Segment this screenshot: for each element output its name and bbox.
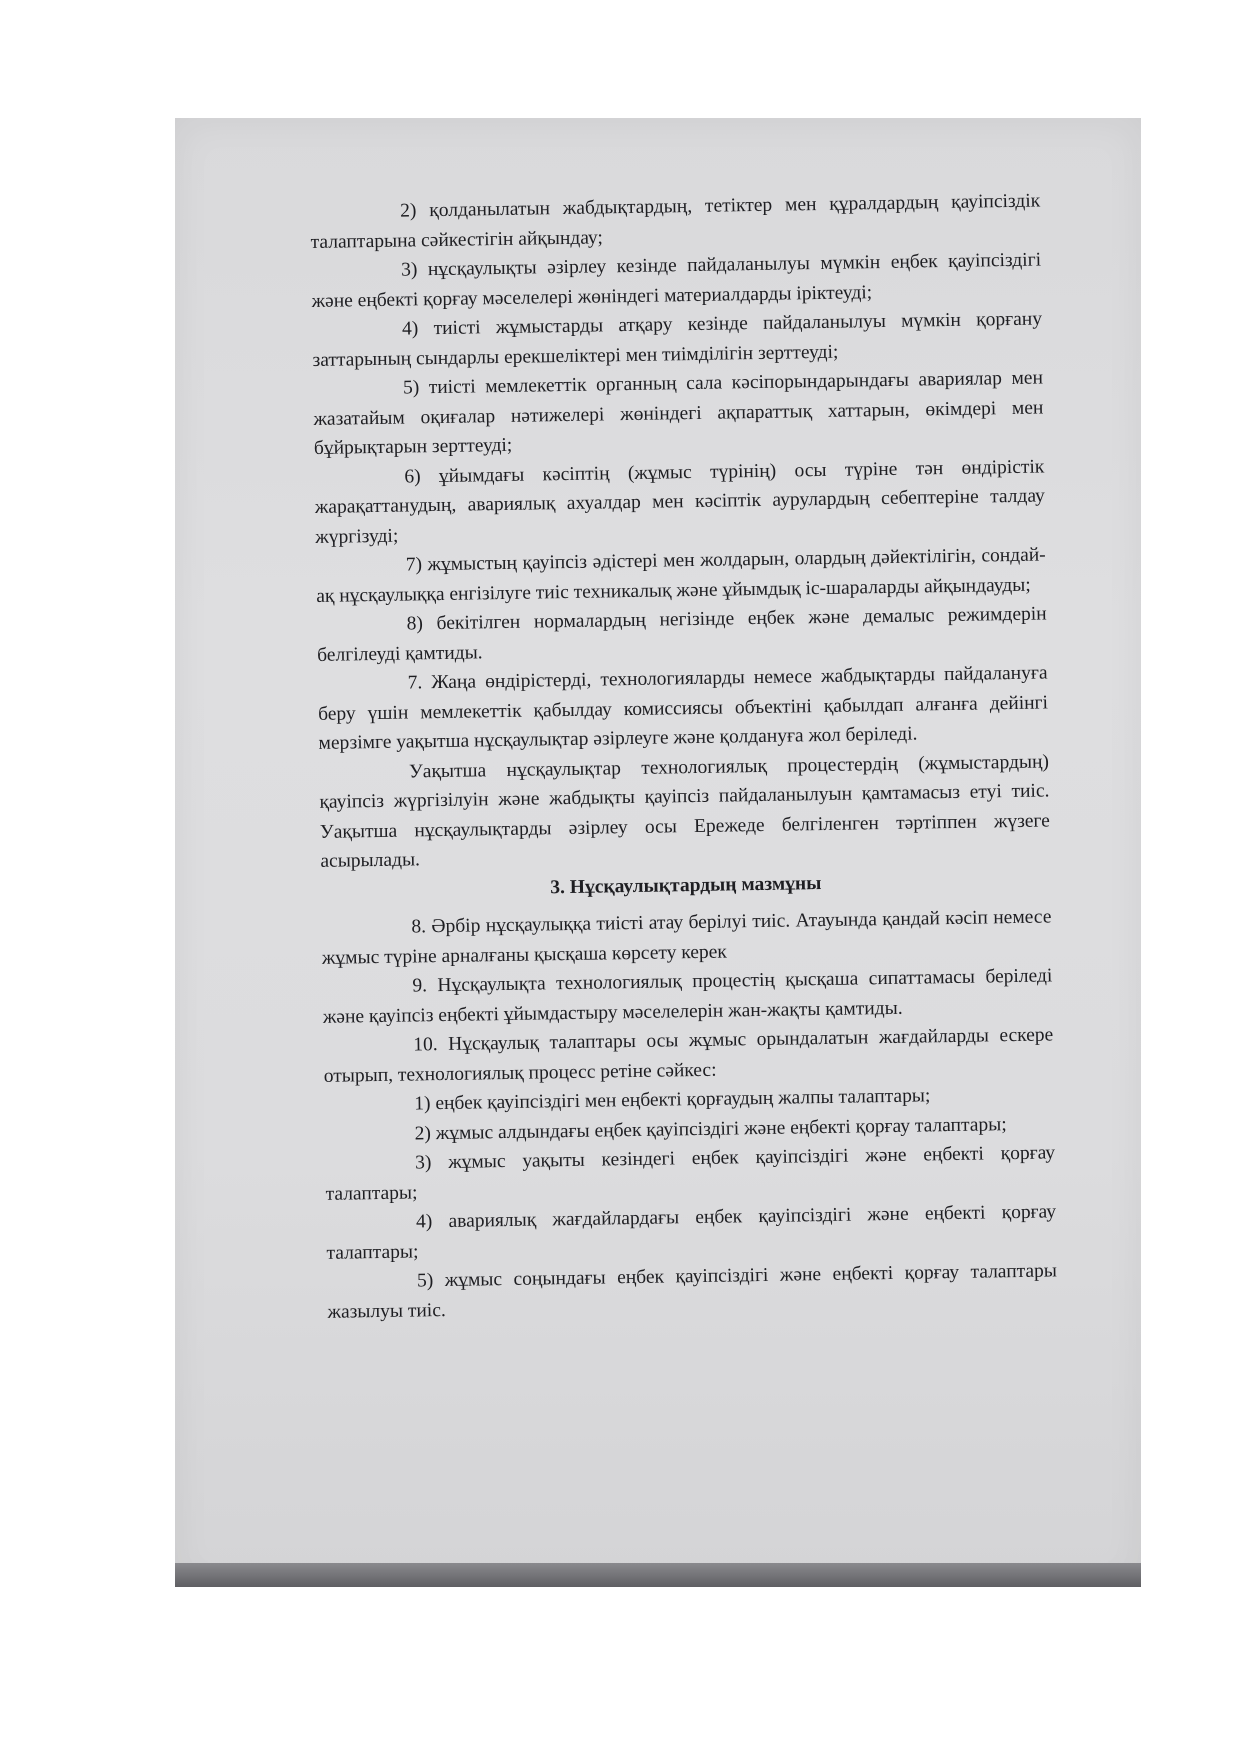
paragraph: 10. Нұсқаулық талаптары осы жұмыс орындалатын жағдайларды ескере отырып, технологиялық процесс ретіне сәйкес: bbox=[323, 1024, 1054, 1087]
paragraph: 4) тиісті жұмыстарды атқару кезінде пайдаланылуы мүмкін қорғану заттарының сындарлы ерекшеліктері мен тиімділігін зерттеуді; bbox=[312, 308, 1043, 371]
scanned-page bbox=[175, 118, 1141, 1587]
list-item: 4) авариялық жағдайлардағы еңбек қауіпсіздігі және еңбекті қорғау талаптары; bbox=[326, 1201, 1057, 1264]
paragraph: 8) бекітілген нормалардың негізінде еңбек және демалыс режимдерін белгілеуді қамтиды. bbox=[317, 603, 1047, 666]
paragraph: Уақытша нұсқаулықтар технологиялық процестердің (жұмыстардың) қауіпсіз жүргізілуін және жабдықты қауіпсіз пайдаланылуын қамтамасыз етуі тиіс. Уақытша нұсқаулықтарды әзірлеу осы Ережеде белгіленген тәртіппен жүзеге асырылады. bbox=[319, 750, 1051, 872]
scan-bottom-edge bbox=[175, 1563, 1141, 1587]
paragraph: 7. Жаңа өндірістерді, технологияларды немесе жабдықтарды пайдалануға беру үшін мемлекеттік қабылдау комиссиясы объектіні қабылдап алғанға дейінгі мерзімге уақытша нұсқаулықтар әзірлеуге және қолдануға жол беріледі. bbox=[317, 662, 1049, 754]
section-heading: 3. Нұсқаулықтардың мазмұны bbox=[550, 872, 822, 898]
paragraph: 9. Нұсқаулықта технологиялық процестің қысқаша сипаттамасы беріледі және қауіпсіз еңбекті ұйымдастыру мәселелерін жан-жақты қамтиды. bbox=[322, 965, 1053, 1028]
list-item: 3) жұмыс уақыты кезіндегі еңбек қауіпсіздігі және еңбекті қорғау талаптары; bbox=[325, 1142, 1056, 1205]
paragraph: 7) жұмыстың қауіпсіз әдістері мен жолдарын, олардың дәйектілігін, сондай-ақ нұсқаулыққа енгізілуге тиіс техникалық және ұйымдық іс-шараларды айқындауды; bbox=[316, 544, 1046, 607]
paragraph: 8. Әрбір нұсқаулыққа тиісті атау берілуі тиіс. Атауында қандай кәсіп немесе жұмыс түріне арналғаны қысқаша көрсету керек bbox=[321, 906, 1052, 969]
paragraph: 5) тиісті мемлекеттік органның сала кәсіпорындарындағы авариялар мен жазатайым оқиғалар нәтижелері жөніндегі ақпараттық хаттарын, өкімдері мен бұйрықтарын зерттеуді; bbox=[313, 367, 1044, 459]
list-item: 1) еңбек қауіпсіздігі мен еңбекті қорғаудың жалпы талаптары; bbox=[414, 1085, 931, 1115]
paragraph: 6) ұйымдағы кәсіптің (жұмыс түрінің) осы түріне тән өндірістік жарақаттанудың, авариялық ахуалдар мен кәсіптік аурулардың себептеріне талдау жүргізуді; bbox=[314, 456, 1045, 548]
paragraph: 3) нұсқаулықты әзірлеу кезінде пайдаланылуы мүмкін еңбек қауіпсіздігі және еңбекті қорғау мәселелері жөніндегі материалдарды іріктеуді; bbox=[311, 249, 1042, 312]
list-item: 2) жұмыс алдындағы еңбек қауіпсіздігі және еңбекті қорғау талаптары; bbox=[414, 1113, 1007, 1144]
document-body bbox=[310, 187, 1058, 1327]
paragraph: 2) қолданылатын жабдықтардың, тетіктер мен құралдардың қауіпсіздік талаптарына сәйкестігін айқындау; bbox=[310, 190, 1041, 253]
list-item: 5) жұмыс соңындағы еңбек қауіпсіздігі және еңбекті қорғау талаптары жазылуы тиіс. bbox=[327, 1260, 1058, 1323]
